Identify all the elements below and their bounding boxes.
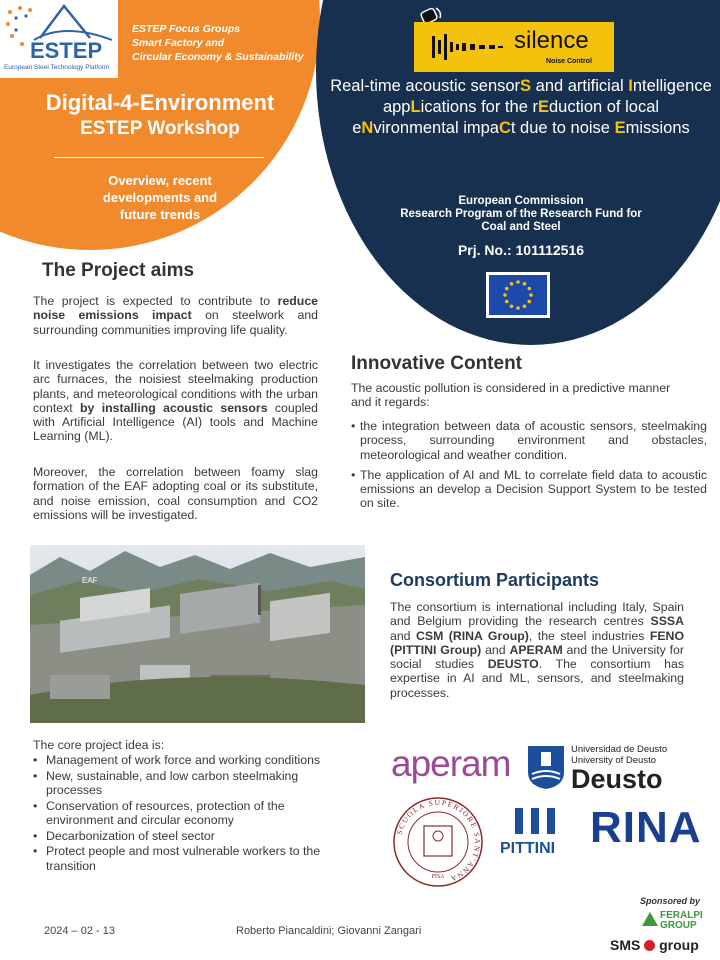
eu-star [527, 287, 531, 291]
estep-wordmark: ESTEP [30, 38, 103, 63]
title-text: and artificial [531, 77, 629, 95]
title-highlight-letter: N [361, 119, 374, 137]
title-highlight-letter: S [520, 77, 532, 95]
consortium-text-5: and the University for social studies [390, 642, 684, 672]
eu-star [523, 304, 527, 308]
title-text: t due to noise [510, 119, 615, 137]
feralpi-name: FERALPI [660, 910, 703, 921]
eu-flag [486, 272, 550, 318]
innovative-list [351, 419, 707, 517]
silence-tagline: Noise Control [546, 58, 592, 65]
estep-logo [0, 0, 118, 78]
eu-stars-icon [489, 275, 547, 315]
innovative-intro: The acoustic pollution is considered in a predictive manner and it regards: [351, 381, 671, 410]
eu-star [505, 287, 509, 291]
sms-group-logo [610, 937, 699, 953]
overview-line-3: future trends [119, 207, 201, 222]
sssa-ring-path-text: SCUOLA SUPERIORE SANT'ANNA [394, 797, 483, 884]
ec-line-1: European Commission [458, 195, 584, 207]
title-text: ications for the r [420, 98, 538, 116]
aims-p1-text: The project is expected to contribute to [33, 294, 278, 308]
ec-line-2: Research Program of the Research Fund for [400, 208, 642, 220]
focus-line-3: Circular Economy & Sustainability [132, 51, 304, 63]
aperam-logo: aperam [391, 743, 511, 784]
estep-subtitle: European Steel Technology Platform [4, 64, 110, 71]
feralpi-group: GROUP [660, 920, 697, 931]
sms-text: SMS [610, 937, 641, 953]
focus-line-1: ESTEP Focus Groups [132, 23, 241, 35]
consortium-text-2: and [390, 628, 416, 643]
workshop-title-line-2: ESTEP Workshop [80, 118, 240, 139]
footer-authors: Roberto Piancaldini; Giovanni Zangari [236, 925, 422, 937]
orange-divider [54, 157, 264, 158]
consortium-bold-1: SSSA [650, 614, 684, 629]
pittini-wordmark: PITTINI [500, 840, 556, 857]
sssa-city: PISA [431, 874, 445, 880]
title-highlight-letter: L [410, 98, 421, 116]
eu-star [523, 282, 527, 286]
workshop-title-line-1: Digital-4-Environment [45, 90, 275, 115]
consortium-bold-4: APERAM [509, 642, 563, 657]
deusto-names [571, 744, 667, 766]
core-idea-item: • Decarbonization of steel sector [33, 829, 333, 844]
project-aims-heading: The Project aims [42, 260, 195, 281]
project-title [330, 76, 712, 139]
aims-p2-bold: by installing acoustic sensors [80, 400, 268, 415]
eu-star [527, 300, 531, 304]
workshop-title [10, 90, 310, 142]
title-highlight-letter: E [614, 119, 626, 137]
consortium-bold-3: FENO (PITTINI Group) [390, 628, 685, 657]
deusto-shield-icon [526, 744, 566, 790]
consortium-text-1: The consortium is international including Italy, Spain and Belgium providing the research centres [390, 600, 684, 629]
consortium-bold-5: DEUSTO [487, 657, 539, 672]
sms-dot-icon [644, 940, 655, 951]
title-text: duction of local e [352, 98, 660, 137]
consortium-text-3: , the steel industries [528, 628, 650, 643]
deusto-spanish-name: Universidad de Deusto [571, 744, 668, 755]
focus-groups-text [132, 22, 312, 64]
eu-star [529, 293, 533, 297]
deusto-wordmark: Deusto [571, 764, 663, 794]
sponsored-by-label: Sponsored by [640, 896, 701, 906]
core-idea-item: • Management of work force and working conditions [33, 753, 333, 768]
consortium-text-6: . The consortium has expertise in AI and ML, sensors, and steelmaking processes. [390, 657, 684, 700]
title-highlight-letter: C [498, 119, 511, 137]
overview-text [70, 172, 250, 223]
core-idea-list [33, 753, 333, 874]
ec-line-3: Coal and Steel [481, 221, 561, 233]
core-idea-item: • Protect people and most vulnerable workers to the transition [33, 844, 333, 873]
eu-star [510, 282, 514, 286]
silence-logo [414, 22, 614, 72]
overview-line-1: Overview, recent [108, 173, 212, 188]
feralpi-logo [660, 911, 703, 931]
title-highlight-letter: I [628, 77, 633, 95]
sound-wave-icon [432, 32, 504, 62]
pittini-mark-icon [511, 806, 563, 836]
aims-paragraph-2 [33, 358, 318, 444]
title-text: vironmental impa [373, 119, 499, 137]
eu-star [503, 293, 507, 297]
footer-date: 2024 – 02 - 13 [44, 925, 115, 937]
rina-logo: RINA [590, 803, 702, 852]
innovative-item: • The application of AI and ML to correlate field data to acoustic emissions an develop a Decision Support System to be tested on site. [351, 468, 707, 511]
aims-paragraph-1 [33, 294, 318, 337]
deusto-english-name: University of Deusto [571, 755, 657, 766]
silence-wordmark: silence [514, 27, 589, 54]
consortium-heading: Consortium Participants [390, 570, 600, 590]
project-number: Prj. No.: 101112516 [457, 242, 585, 258]
aims-paragraph-3: Moreover, the correlation between foamy slag formation of the EAF adopting coal or its substitute, and noise emission, coal consumption and CO2 emissions will be investigated. [33, 465, 318, 522]
focus-line-2: Smart Factory and [132, 37, 225, 49]
aims-p2-text-end: coupled with Artificial Intelligence (AI) tools and Machine Learning (ML). [33, 400, 318, 444]
aims-p1-text-end: on steelwork and surrounding communities improving life quality. [33, 308, 318, 337]
consortium-paragraph [390, 600, 684, 700]
eu-star [516, 306, 520, 310]
sssa-seal-icon [392, 796, 484, 888]
eu-star [516, 280, 520, 284]
aims-p2-text: It investigates the correlation between two electric arc furnaces, the noisiest steelmaking production plants, and meteorological conditions with the urban context [33, 358, 318, 415]
sms-group-text: group [659, 937, 699, 953]
feralpi-mark-icon [640, 910, 660, 928]
core-idea-item: • Conservation of resources, protection of the environment and circular economy [33, 799, 333, 828]
title-text: missions [625, 119, 690, 137]
innovative-content-heading: Innovative Content [351, 353, 523, 374]
title-highlight-letter: E [537, 98, 549, 116]
ec-program-text [330, 195, 712, 234]
consortium-text-4: and [481, 642, 510, 657]
consortium-bold-2: CSM (RINA Group) [415, 628, 529, 643]
aims-p1-bold: reduce noise emissions impact [33, 294, 318, 323]
core-idea-item: • New, sustainable, and low carbon steelmaking processes [33, 769, 333, 798]
eu-star [510, 304, 514, 308]
title-text: Real-time acoustic sensor [330, 77, 521, 95]
core-idea-intro: The core project idea is: [33, 738, 165, 752]
photo-eaf-label: EAF [82, 576, 98, 585]
eu-star [505, 300, 509, 304]
title-text: ntelligence app [382, 77, 712, 116]
innovative-item: • the integration between data of acoustic sensors, steelmaking process, surrounding environment and obstacles, meteorological and weather condition. [351, 419, 707, 462]
overview-line-2: developments and [102, 190, 218, 205]
steel-plant-photo [30, 545, 365, 723]
